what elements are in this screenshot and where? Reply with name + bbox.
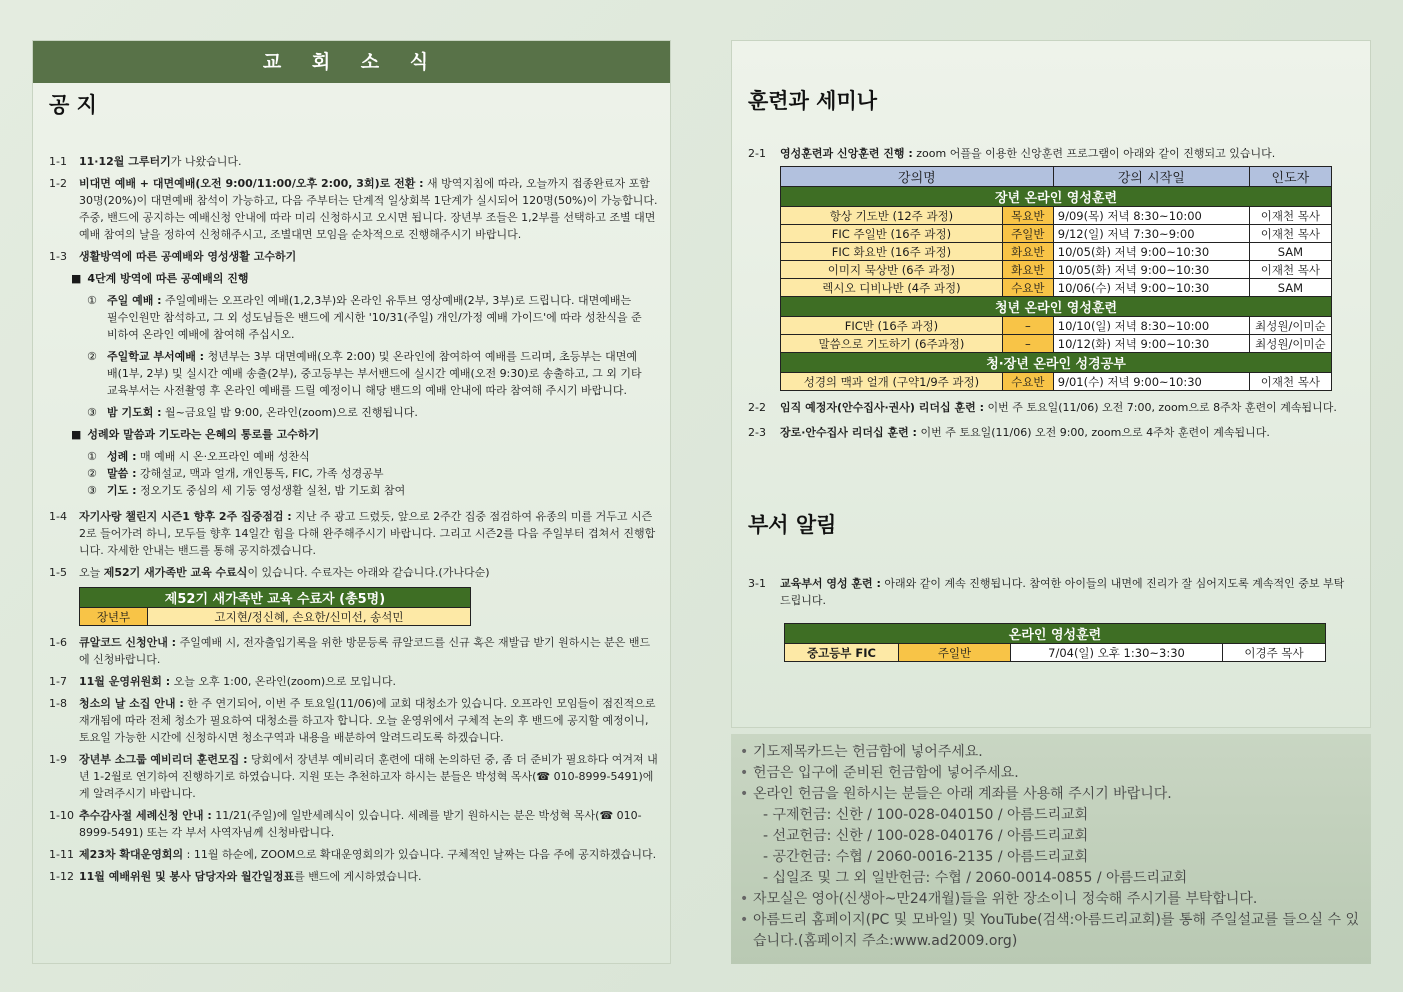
graduates-table-header: 제52기 새가족반 교육 수료자 (총5명)	[80, 588, 471, 608]
course-start-cell: 10/12(화) 저녁 9:00~10:30	[1053, 335, 1249, 353]
notice-bullet: • 자모실은 영아(신생아~만24개월)들을 위한 장소이니 정숙해 주시기를 부탁합니다.	[737, 889, 1361, 910]
notice-item-1-10: 1-10 추수감사절 세례신청 안내 : 11/21(주일)에 일반세례식이 있습니다. 세례를 받기 원하시는 분은 박성혁 목사(☎ 010-8999-5491) 또는 각 부서 사역자님께 신청바랍니다.	[49, 809, 642, 839]
subsection-quarantine-worship: ■ 4단계 방역에 따른 공예배의 진행	[71, 272, 249, 285]
sacrament-item: ① 성례 : 매 예배 시 온·오프라인 예배 성찬식	[87, 450, 310, 463]
training-row	[781, 317, 1332, 335]
graduates-table	[79, 587, 471, 626]
training-row	[781, 207, 1332, 225]
dept-table-header: 온라인 영성훈련	[785, 624, 1326, 644]
course-leader-cell: SAM	[1249, 243, 1331, 261]
course-name-cell: FIC 주일반 (16주 과정)	[781, 225, 1003, 243]
course-day-cell: 수요반	[1002, 373, 1053, 391]
training-table	[780, 166, 1332, 391]
col-start-date: 강의 시작일	[1053, 167, 1249, 187]
notice-bullet: • 온라인 헌금을 원하시는 분들은 아래 계좌를 사용해 주시기 바랍니다.	[737, 784, 1361, 805]
training-row	[781, 335, 1332, 353]
subsection-grace-channels: ■ 성례와 말씀과 기도라는 은혜의 통로를 고수하기	[71, 428, 320, 441]
course-day-cell: 화요반	[1002, 261, 1053, 279]
dept-training-table	[784, 623, 1326, 662]
dept-course-day: 주일반	[899, 644, 1011, 662]
sunday-worship-item: ① 주일 예배 : 주일예배는 오프라인 예배(1,2,3부)와 온라인 유투브 영상예배(2부, 3부)로 드립니다. 대면예배는 필수인원만 참석하고, 그 외 성도님들은 밴드에 게시한 '10/31(주일) 개인/가정 예배 가이드'에 따라 성찬식을 준비하여 온라인 예배에 참여해 주십시오.	[87, 294, 642, 341]
notice-item-1-7: 1-7 11월 운영위원회 : 오늘 오후 1:00, 온라인(zoom)으로 모입니다.	[49, 675, 396, 688]
night-prayer-item: ③ 밤 기도회 : 월~금요일 밤 9:00, 온라인(zoom)으로 진행됩니다.	[87, 406, 418, 419]
notice-item-1-5: 1-5 오늘 제52기 새가족반 교육 수료식이 있습니다. 수료자는 아래와 같습니다.(가나다순)	[49, 566, 490, 579]
account-line: - 구제헌금: 신한 / 100-028-040150 / 아름드리교회	[763, 807, 1089, 823]
course-day-cell: 수요반	[1002, 279, 1053, 297]
training-section-header: 청·장년 온라인 성경공부	[781, 353, 1332, 373]
notice-item-1-9: 1-9 장년부 소그룹 예비리더 훈련모집 : 당회에서 장년부 예비리더 훈련에 대해 논의하던 중, 좀 더 준비가 필요하다 여겨져 내년 1-2월로 연기하여 진행하기로 하였습니다. 지원 또는 추천하고자 하시는 분들은 박성혁 목사(☎ 010-8999-5491)에게 알려주시기 바랍니다.	[49, 753, 658, 800]
church-news-banner: 교 회 소 식	[33, 41, 670, 83]
course-start-cell: 9/12(일) 저녁 7:30~9:00	[1053, 225, 1249, 243]
course-name-cell: FIC반 (16주 과정)	[781, 317, 1003, 335]
account-line: - 선교헌금: 신한 / 100-028-040176 / 아름드리교회	[763, 828, 1089, 844]
account-line: - 공간헌금: 수협 / 2060-0016-2135 / 아름드리교회	[763, 849, 1089, 865]
course-name-cell: 성경의 맥과 얼개 (구약1/9주 과정)	[781, 373, 1003, 391]
course-leader-cell: 최성원/이미순	[1249, 335, 1331, 353]
course-start-cell: 9/09(목) 저녁 8:30~10:00	[1053, 207, 1249, 225]
col-leader: 인도자	[1249, 167, 1331, 187]
training-panel	[731, 40, 1371, 728]
dept-item-3-1: 3-1 교육부서 영성 훈련 : 아래와 같이 계속 진행됩니다. 참여한 아이들의 내면에 진리가 잘 심어지도록 계속적인 중보 부탁드립니다.	[748, 577, 1345, 607]
course-day-cell: –	[1002, 317, 1053, 335]
course-name-cell: 렉시오 디비나반 (4주 과정)	[781, 279, 1003, 297]
notice-title: 공 지	[49, 93, 97, 117]
course-day-cell: –	[1002, 335, 1053, 353]
sunday-school-worship-item: ② 주일학교 부서예배 : 청년부는 3부 대면예배(오후 2:00) 및 온라인에 참여하여 예배를 드리며, 초등부는 대면예배(1부, 2부) 및 실시간 예배 송출(2부), 중고등부는 부서밴드에 실시간 예배(오전 9:30)로 송출하고, 그 외 기타교육부서는 사전촬영 후 온라인 예배를 드릴 예정이니 해당 밴드의 예배 안내에 따라 참여해 주시기 바랍니다.	[87, 350, 642, 397]
bullet-dot-icon: •	[740, 765, 749, 781]
course-start-cell: 9/01(수) 저녁 9:00~10:30	[1053, 373, 1249, 391]
training-section-header: 청년 온라인 영성훈련	[781, 297, 1332, 317]
course-name-cell: 이미지 묵상반 (6주 과정)	[781, 261, 1003, 279]
course-leader-cell: 이재천 목사	[1249, 207, 1331, 225]
notice-item-1-4: 1-4 자기사랑 챌린지 시즌1 향후 2주 집중점검 : 지난 주 광고 드렸듯, 앞으로 2주간 집중 점검하여 유종의 미를 거두고 시즌2로 들어가려 하니, 모두들 향후 14일간 힘을 다해 완주해주시기 바랍니다. 그리고 시즌2를 다음 주일부터 겹쳐서 진행합니다. 자세한 안내는 밴드를 통해 공지하겠습니다.	[49, 510, 656, 557]
bullet-dot-icon: •	[740, 744, 749, 760]
dept-course-name: 중고등부 FIC	[785, 644, 899, 662]
col-course-name: 강의명	[781, 167, 1054, 187]
offering-info-panel	[731, 734, 1371, 964]
course-start-cell: 10/05(화) 저녁 9:00~10:30	[1053, 243, 1249, 261]
notice-item-1-3: 1-3 생활방역에 따른 공예배와 영성생활 고수하기	[49, 250, 297, 263]
dept-course-leader: 이경주 목사	[1223, 644, 1326, 662]
course-start-cell: 10/06(수) 저녁 9:00~10:30	[1053, 279, 1249, 297]
course-leader-cell: 이재천 목사	[1249, 261, 1331, 279]
notice-item-1-11: 1-11 제23차 확대운영회의 : 11월 하순에, ZOOM으로 확대운영회의가 있습니다. 구체적인 날짜는 다음 주에 공지하겠습니다.	[49, 848, 657, 861]
training-item-2-3: 2-3 장로·안수집사 리더십 훈련 : 이번 주 토요일(11/06) 오전 9:00, zoom으로 4주차 훈련이 계속됩니다.	[748, 426, 1270, 439]
course-start-cell: 10/10(일) 저녁 8:30~10:00	[1053, 317, 1249, 335]
course-leader-cell: SAM	[1249, 279, 1331, 297]
bullet-dot-icon: •	[740, 891, 749, 907]
training-row	[781, 225, 1332, 243]
word-item: ② 말씀 : 강해설교, 맥과 얼개, 개인통독, FIC, 가족 성경공부	[87, 467, 384, 480]
dept-news-title: 부서 알림	[748, 513, 837, 537]
training-item-2-2: 2-2 임직 예정자(안수집사·권사) 리더십 훈련 : 이번 주 토요일(11/06) 오전 7:00, zoom으로 8주차 훈련이 계속됩니다.	[748, 401, 1337, 414]
notice-item-1-8: 1-8 청소의 날 소집 안내 : 한 주 연기되어, 이번 주 토요일(11/06)에 교회 대청소가 있습니다. 오프라인 모임들이 점진적으로 재개됨에 따라 전체 청소가 필요하여 대청소를 하고자 합니다. 오늘 운영위에서 구체적 논의 후 밴드에 공지할 예정이니, 토요일 가능한 시간에 신청하시면 청소구역과 내용을 배분하여 알려드리도록 하겠습니다.	[49, 697, 656, 744]
notice-list	[33, 153, 659, 885]
bullet-dot-icon: •	[740, 786, 749, 802]
course-leader-cell: 최성원/이미순	[1249, 317, 1331, 335]
notice-item-1-1: 1-1 11·12월 그루터기가 나왔습니다.	[49, 155, 242, 168]
training-list	[732, 145, 1372, 441]
bullet-dot-icon: •	[740, 912, 749, 928]
notice-item-1-2: 1-2 비대면 예배 + 대면예배(오전 9:00/11:00/오후 2:00, 3회)로 전환 : 새 방역지침에 따라, 오늘까지 접종완료자 포함 30명(20%)이 대면예배 참석이 가능하고, 다음 주부터는 단계적 일상회복 1단계가 실시되어 120명(50%)이 가능합니다. 주중, 밴드에 공지하는 예배신청 안내에 따라 미리 신청하시고 오시면 됩니다. 장년부 조들은 1,2부를 선택하고 조별 대면예배 참여의 날을 정하여 신청해주시고, 조별대면 모임을 순차적으로 진행해주시기 바랍니다.	[49, 177, 658, 241]
course-day-cell: 주일반	[1002, 225, 1053, 243]
training-row	[781, 279, 1332, 297]
dept-course-start: 7/04(일) 오후 1:30~3:30	[1011, 644, 1223, 662]
prayer-item: ③ 기도 : 정오기도 중심의 세 기둥 영성생활 실천, 밤 기도회 참여	[87, 484, 406, 497]
offering-bullet-list	[731, 734, 1371, 952]
course-name-cell: 항상 기도반 (12주 과정)	[781, 207, 1003, 225]
graduates-names: 고지현/정신혜, 손요한/신미선, 송석민	[148, 608, 471, 626]
training-item-2-1: 2-1 영성훈련과 신앙훈련 진행 : zoom 어플을 이용한 신앙훈련 프로그램이 아래와 같이 진행되고 있습니다.	[748, 147, 1276, 160]
dept-news-list	[732, 575, 1372, 662]
course-day-cell: 화요반	[1002, 243, 1053, 261]
course-start-cell: 10/05(화) 저녁 9:00~10:30	[1053, 261, 1249, 279]
training-row	[781, 373, 1332, 391]
graduates-dept: 장년부	[80, 608, 148, 626]
training-section-header: 장년 온라인 영성훈련	[781, 187, 1332, 207]
notice-bullet: • 기도제목카드는 헌금함에 넣어주세요.	[737, 742, 1361, 763]
account-line: - 십일조 및 그 외 일반헌금: 수협 / 2060-0014-0855 / 아름드리교회	[763, 870, 1188, 886]
notice-bullet: • 헌금은 입구에 준비된 헌금함에 넣어주세요.	[737, 763, 1361, 784]
course-leader-cell: 이재천 목사	[1249, 373, 1331, 391]
notice-item-1-12: 1-12 11월 예배위원 및 봉사 담당자와 월간일정표를 밴드에 게시하였습니다.	[49, 870, 422, 883]
training-title: 훈련과 세미나	[748, 89, 878, 113]
training-row	[781, 261, 1332, 279]
course-name-cell: 말씀으로 기도하기 (6주과정)	[781, 335, 1003, 353]
course-leader-cell: 이재천 목사	[1249, 225, 1331, 243]
notice-bullet: • 아름드리 홈페이지(PC 및 모바일) 및 YouTube(검색:아름드리교회)를 통해 주일설교를 들으실 수 있습니다.(홈페이지 주소:www.ad2009.org)	[740, 912, 1360, 949]
course-day-cell: 목요반	[1002, 207, 1053, 225]
notice-item-1-6: 1-6 큐알코드 신청안내 : 주일예배 시, 전자출입기록을 위한 방문등록 큐알코드를 신규 혹은 재발급 받기 원하시는 분은 밴드에 신청바랍니다.	[49, 636, 651, 666]
church-news-panel	[32, 40, 671, 964]
course-name-cell: FIC 화요반 (16주 과정)	[781, 243, 1003, 261]
training-row	[781, 243, 1332, 261]
